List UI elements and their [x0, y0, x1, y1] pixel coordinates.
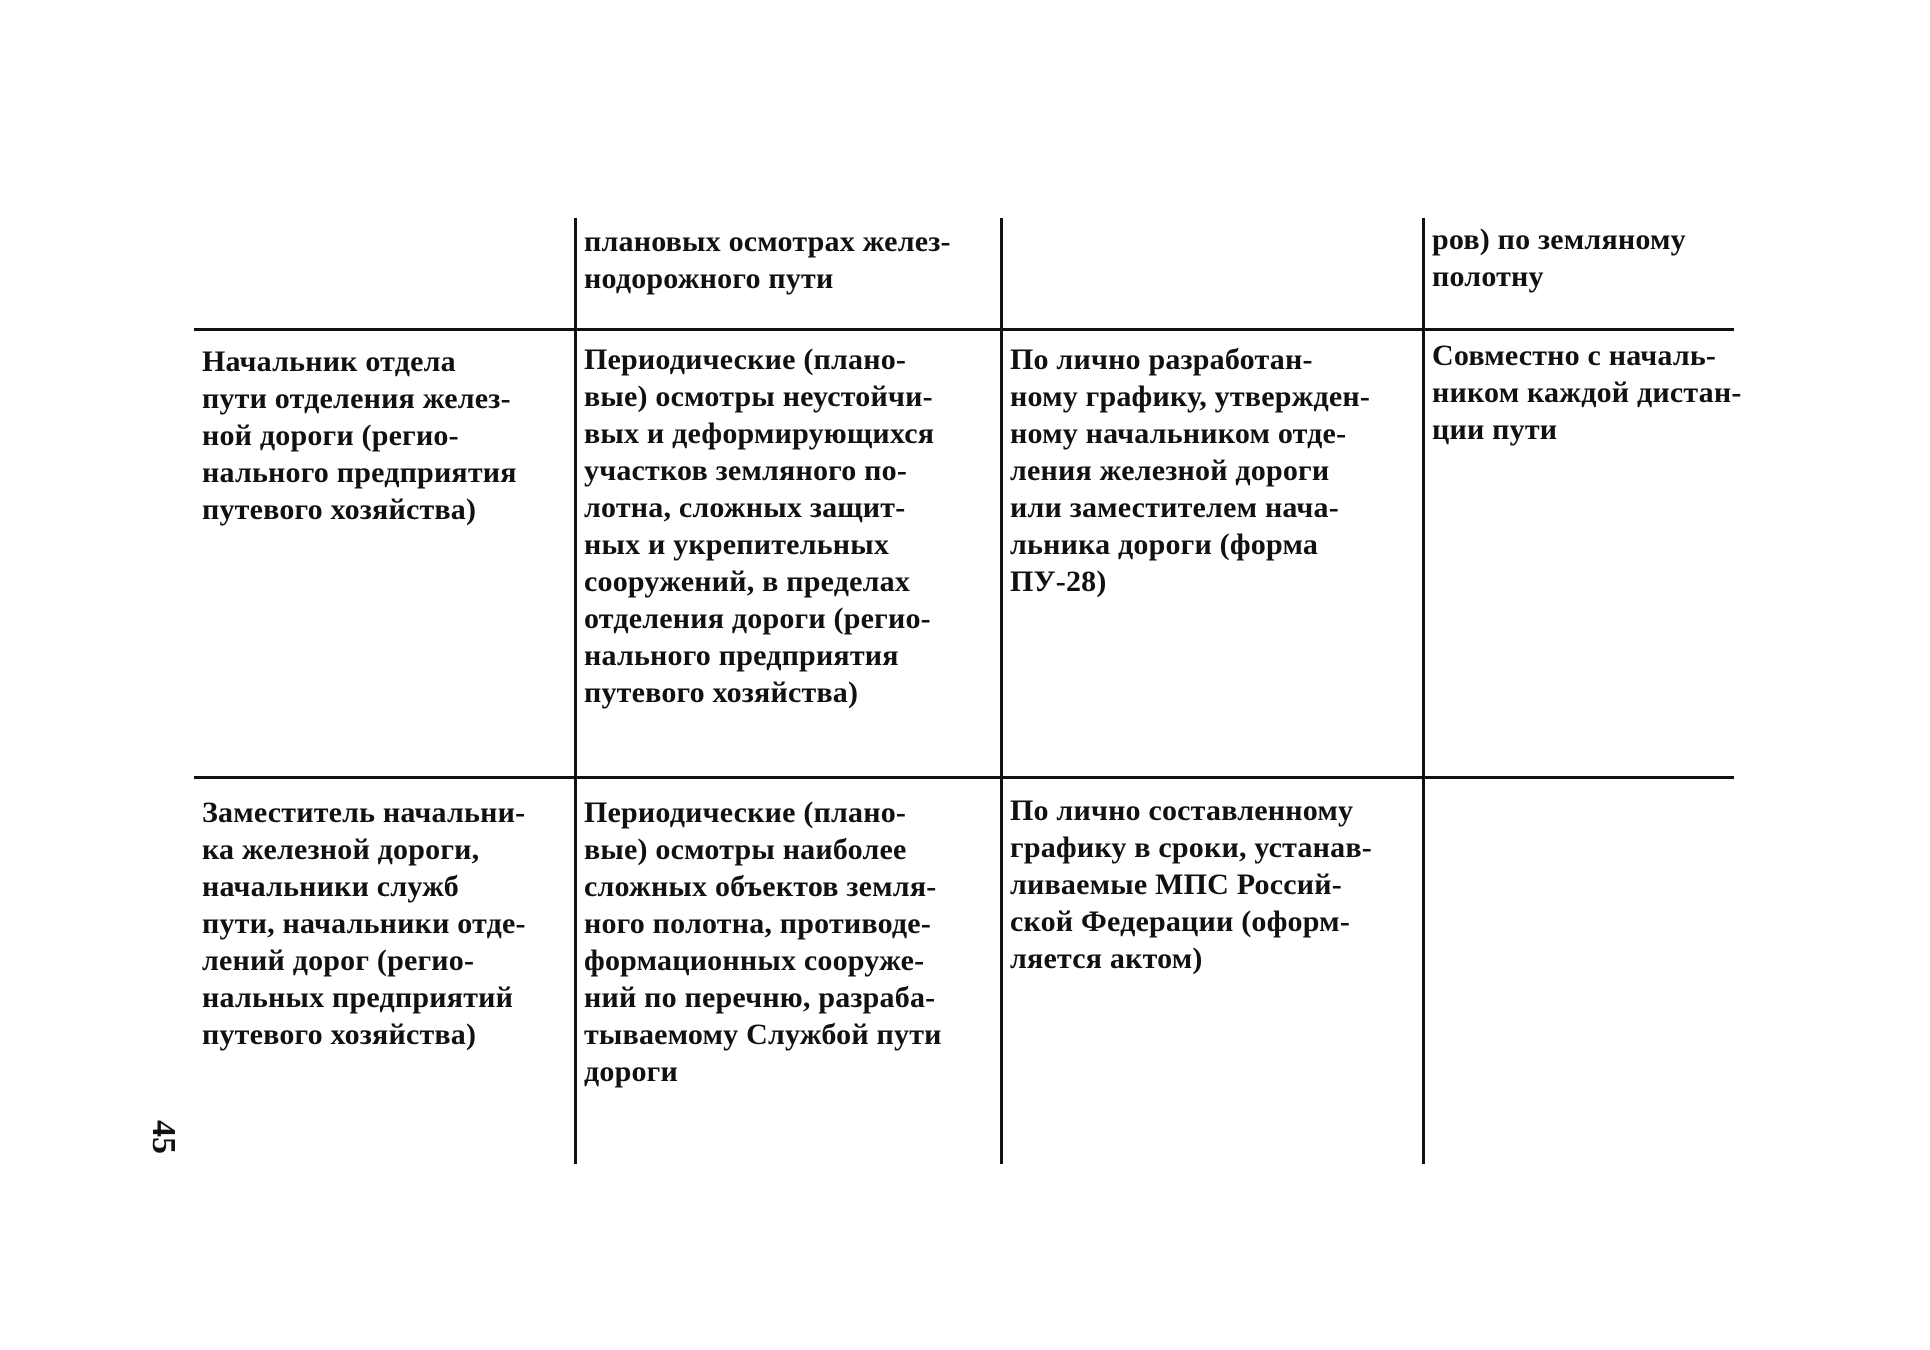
page-number: 45: [145, 1120, 182, 1154]
row2-col1: Заместитель начальни- ка железной дороги, начальники служб пути, начальники отде- лений дорог (регио- нальных предприятий путевого хозяйства): [202, 796, 526, 1051]
row1-col3: По лично разработан- ному графику, утвержден- ному начальником отде- ления железной дороги или заместителем нача- льника дороги (форма ПУ-28): [1010, 343, 1371, 598]
column-rule-2: [1000, 218, 1003, 1164]
continued-row-col4: ров) по земляному полотну: [1432, 223, 1686, 293]
column-rule-3: [1422, 218, 1425, 1164]
row-rule-1: [194, 328, 1734, 331]
row1-col4: Совместно с началь- ником каждой дистан- ции пути: [1432, 339, 1742, 446]
row2-col2: Периодические (плано- вые) осмотры наиболее сложных объектов земля- ного полотна, противоде- формационных сооруже- ний по перечню, разраба- тываемому Службой пути дороги: [584, 796, 942, 1088]
row2-col3: По лично составленному графику в сроки, устанав- ливаемые МПС Россий- ской Федерации (оформ- ляется актом): [1010, 794, 1372, 975]
continued-row-col2: плановых осмотрах желез- нодорожного пути: [584, 225, 951, 295]
row1-col2: Периодические (плано- вые) осмотры неустойчи- вых и деформирующихся участков земляного по- лотна, сложных защит- ных и укрепительных сооружений, в пределах отделения дороги (регио- нального предприятия путевого хозяйства): [584, 343, 935, 709]
column-rule-1: [574, 218, 577, 1164]
row1-col1: Начальник отдела пути отделения желез- ной дороги (регио- нального предприятия путевого хозяйства): [202, 345, 517, 526]
row-rule-2: [194, 776, 1734, 779]
